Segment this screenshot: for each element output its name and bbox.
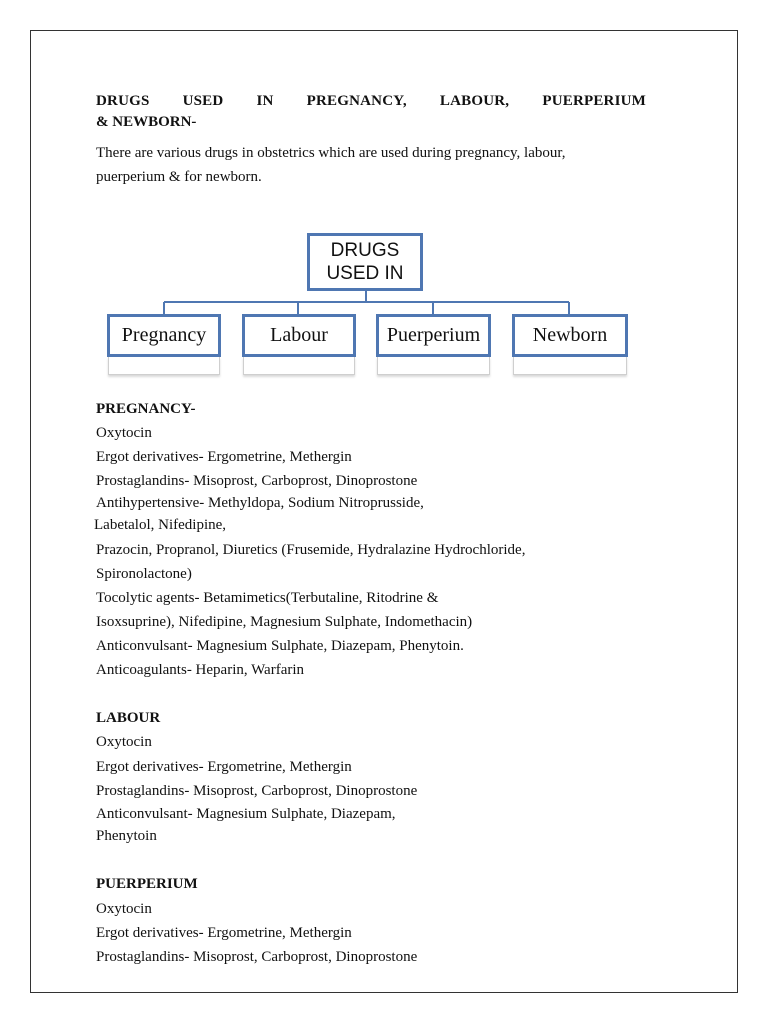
drug-line: Tocolytic agents- Betamimetics(Terbutaline, Ritodrine &	[96, 590, 439, 606]
pregnancy-box-shadow	[108, 357, 220, 375]
document-title: DRUGS USED IN PREGNANCY, LABOUR, PUERPERIUM	[96, 93, 646, 109]
drug-line: Oxytocin	[96, 734, 152, 750]
newborn-box-shadow	[513, 357, 627, 375]
section-heading-labour: LABOUR	[96, 710, 161, 726]
drug-line: Ergot derivatives- Ergometrine, Methergin	[96, 925, 352, 941]
puerperium-box-shadow	[377, 357, 490, 375]
drug-line: Isoxsuprine), Nifedipine, Magnesium Sulphate, Indomethacin)	[96, 614, 473, 630]
diagram-box-newborn: Newborn	[512, 314, 628, 357]
drug-line: Prostaglandins- Misoprost, Carboprost, Dinoprostone	[96, 783, 418, 799]
drug-line: Oxytocin	[96, 901, 152, 917]
drug-line: Spironolactone)	[96, 566, 192, 582]
drug-line: Prostaglandins- Misoprost, Carboprost, Dinoprostone	[96, 473, 418, 489]
diagram-box-pregnancy: Pregnancy	[107, 314, 221, 357]
drug-line: Anticonvulsant- Magnesium Sulphate, Diazepam, Phenytoin.	[96, 638, 464, 654]
drug-line: Prazocin, Propranol, Diuretics (Frusemide, Hydralazine Hydrochloride,	[96, 542, 526, 558]
drug-line: Labetalol, Nifedipine,	[94, 517, 227, 533]
section-heading-puerperium: PUERPERIUM	[96, 876, 198, 892]
document-title-continuation: & NEWBORN-	[96, 114, 197, 130]
drug-line: Ergot derivatives- Ergometrine, Methergin	[96, 759, 352, 775]
section-heading-pregnancy: PREGNANCY-	[96, 401, 196, 417]
diagram-root-label-line: USED IN	[326, 263, 404, 284]
drug-line: Ergot derivatives- Ergometrine, Methergin	[96, 449, 352, 465]
diagram-root-box	[307, 233, 423, 291]
diagram-box-puerperium: Puerperium	[376, 314, 491, 357]
intro-line: There are various drugs in obstetrics which are used during pregnancy, labour,	[96, 145, 566, 161]
drug-line: Anticonvulsant- Magnesium Sulphate, Diazepam,	[96, 806, 396, 822]
intro-line: puerperium & for newborn.	[96, 169, 262, 185]
drug-line: Phenytoin	[96, 828, 157, 844]
drug-line: Anticoagulants- Heparin, Warfarin	[96, 662, 305, 678]
labour-box-shadow	[243, 357, 355, 375]
drug-line: Oxytocin	[96, 425, 152, 441]
drug-line: Prostaglandins- Misoprost, Carboprost, Dinoprostone	[96, 949, 418, 965]
diagram-root-label-line: DRUGS	[330, 240, 400, 261]
diagram-box-labour: Labour	[242, 314, 356, 357]
drug-line: Antihypertensive- Methyldopa, Sodium Nitroprusside,	[96, 495, 424, 511]
intro-paragraph	[96, 141, 656, 189]
